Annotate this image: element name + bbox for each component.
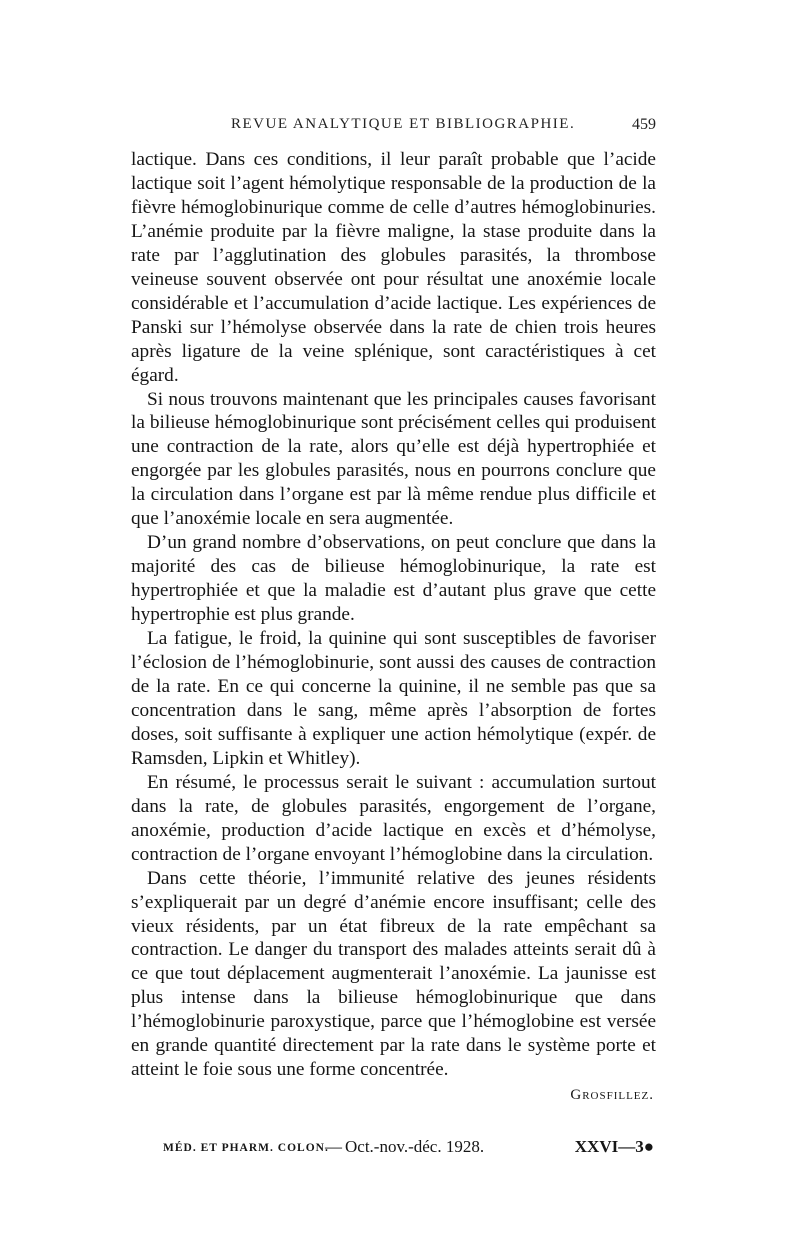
running-title: REVUE ANALYTIQUE ET BIBLIOGRAPHIE. [231,116,576,132]
footer-date: Oct.-nov.-déc. 1928. [345,1137,485,1156]
paragraph-lactic-acid: lactique. Dans ces conditions, il leur paraît probable que l’acide lactique soit l’agent hémolytique responsable de la production de la fièvre hémoglobinurique comme de celle d’autres hémoglobinuries. L’anémie produite par la fièvre maligne, la stase produite dans la rate par l’agglutination des globules parasités, la thrombose veineuse souvent observée ont pour résultat une anoxémie locale considérable et l’accumulation d’acide lactique. Les expériences de Panski sur l’hémolyse observée dans la rate de chien trois heures après ligature de la veine splénique, sont caractéristiques à cet égard. [131,149,656,386]
paragraph-summary: En résumé, le processus serait le suivant : accumulation surtout dans la rate, de globules parasités, engorgement de l’organe, anoxémie, production d’acide lactique en excès et d’hémolyse, contraction de l’organe envoyant l’hémoglobine dans la circulation. [131,771,656,865]
paragraph-theory: Dans cette théorie, l’immunité relative des jeunes résidents s’expliquerait par un degré d’anémie encore insuffisant; celle des vieux résidents, par un état fibreux de la rate empêchant sa contraction. Le danger du transport des malades atteints serait dû à ce que tout déplacement augmenterait l’anoxémie. La jaunisse est plus intense dans la bilieuse hémoglobinurique que dans l’hémoglobinurie paroxystique, parce que l’hémoglobine est versée en grande quantité directement par la rate dans le système porte et atteint le foie sous une forme concentrée. [131,867,656,1081]
paragraph-fatigue-quinine: La fatigue, le froid, la quinine qui sont susceptibles de favoriser l’éclosion de l’hémoglobinurie, sont aussi des causes de contraction de la rate. En ce qui concerne la quinine, il ne semble pas que sa concentration dans le sang, même après l’absorption de fortes doses, soit suffisante à expliquer une action hémolytique (expér. de Ramsden, Lipkin et Whitley). [131,628,656,769]
footer-signature-mark: XXVI—3● [574,1137,654,1156]
page-footer [163,1137,654,1167]
author-signature: Grosfillez. [570,1087,654,1103]
paragraph-spleen-contraction: Si nous trouvons maintenant que les principales causes favorisant la bilieuse hémoglobinurique sont précisément celles qui produisent une contraction de la rate, alors qu’elle est déjà hypertrophiée et engorgée par les globules parasités, nous en pourrons conclure que la circulation dans l’organe est par là même rendue plus difficile et que l’anoxémie locale en sera augmentée. [131,388,656,530]
page-number: 459 [632,116,656,133]
footer-dash: — [325,1137,342,1156]
paragraph-observations: D’un grand nombre d’observations, on peut conclure que dans la majorité des cas de bilieuse hémoglobinurique, la rate est hypertrophiée et que la maladie est d’autant plus grave que cette hypertrophie est plus grande. [131,532,656,626]
article-body [131,148,656,1082]
running-head [131,116,656,142]
footer-journal: MÉD. ET PHARM. COLON. [163,1142,329,1154]
